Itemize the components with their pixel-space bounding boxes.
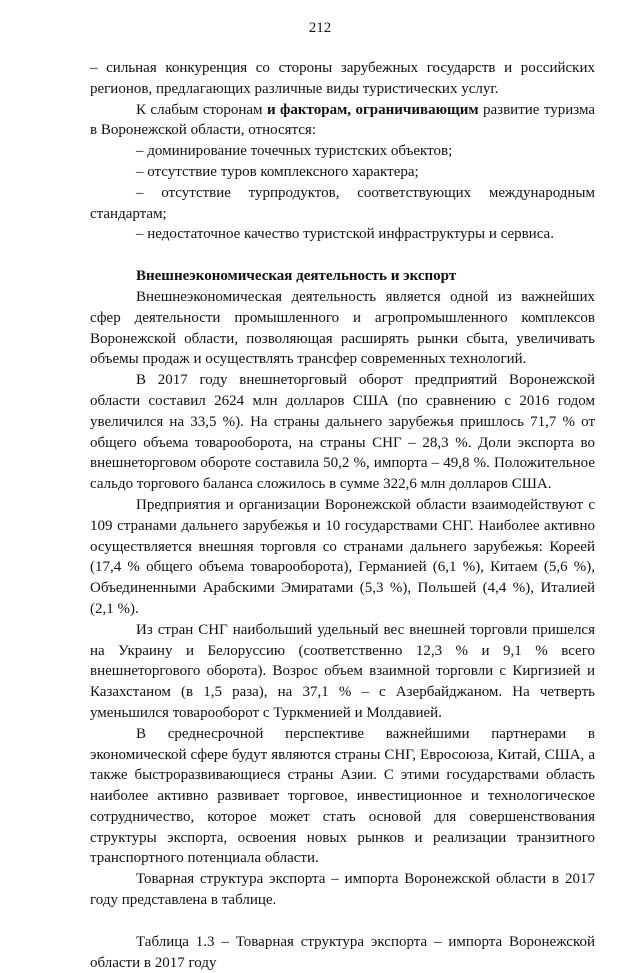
body-paragraph: Товарная структура экспорта – импорта Воронежской области в 2017 году представлена в таблице. xyxy=(90,871,595,909)
body-paragraph: В среднесрочной перспективе важнейшими партнерами в экономической сфере будут являются страны СНГ, Евросоюза, Китай, США, а также быстроразвивающиеся страны Азии. С этими государствами область наиболее активно развивает торговое, инвестиционное и технологическое сотрудничество, которое может стать основой для совершенствования структуры экспорта, освоения новых рынков и реализации транзитного транспортного потенциала области. xyxy=(90,725,595,867)
bullet-item: – доминирование точечных туристских объектов; xyxy=(136,143,453,160)
body-paragraph: Внешнеэкономическая деятельность является одной из важнейших сфер деятельности промышленного и агропромышленного комплексов Воронежской области, позволяющая расширять рынки сбыта, увеличивать объемы продаж и осуществлять трансфер современных технологий. xyxy=(90,288,595,368)
section-heading: Внешнеэкономическая деятельность и экспорт xyxy=(136,268,457,285)
document-body xyxy=(90,58,595,973)
weaknesses-lead xyxy=(90,100,595,142)
weaknesses-lead-bold: и факторам, ограничивающим xyxy=(266,101,479,118)
body-paragraph: Предприятия и организации Воронежской области взаимодействуют с 109 странами дальнего зарубежья и 10 государствами СНГ. Наиболее активно осуществляется внешняя торговля со странами дальнего зарубежья: Кореей (17,4 % общего объема товарооборота), Германией (6,1 %), Китаем (5,6 %), Объединенными Арабскими Эмиратами (5,3 %), Польшей (4,4 %), Италией (2,1 %). xyxy=(90,496,595,617)
section-spacer xyxy=(90,245,595,266)
page-number: 212 xyxy=(308,20,332,36)
bullet-item: – отсутствие туров комплексного характера; xyxy=(136,163,419,180)
bullet-item: – сильная конкуренция со стороны зарубежных государств и российских регионов, предлагающих различные виды туристических услуг. xyxy=(90,60,595,97)
weaknesses-lead-start: К слабым сторонам xyxy=(136,101,267,118)
weaknesses-lead-end: развитие туризма в Воронежской области, относятся: xyxy=(90,101,596,139)
bullet-item: – недостаточное качество туристской инфраструктуры и сервиса. xyxy=(136,226,554,243)
body-paragraph: В 2017 году внешнеторговый оборот предприятий Воронежской области составил 2624 млн долларов США (по сравнению с 2016 годом увеличился на 33,5 %). На страны дальнего зарубежья пришлось 71,7 % от общего объема товарооборота, на страны СНГ – 28,3 %. Доли экспорта во внешнеторговом обороте составила 50,2 %, импорта – 49,8 %. Положительное сальдо торгового баланса сложилось в сумме 322,6 млн долларов США. xyxy=(90,372,595,493)
bullet-item: – отсутствие турпродуктов, соответствующих международным стандартам; xyxy=(90,184,595,222)
body-paragraph: Из стран СНГ наибольший удельный вес внешней торговли пришелся на Украину и Белоруссию (соответственно 12,3 % и 9,1 % всего внешнеторгового оборота). Возрос объем взаимной торговли с Киргизией и Казахстаном (в 1,5 раза), на 37,1 % – с Азербайджаном. На четверть уменьшился товарооборот с Туркменией и Молдавией. xyxy=(90,621,595,721)
table-caption: Таблица 1.3 – Товарная структура экспорта – импорта Воронежской области в 2017 году xyxy=(90,933,595,971)
